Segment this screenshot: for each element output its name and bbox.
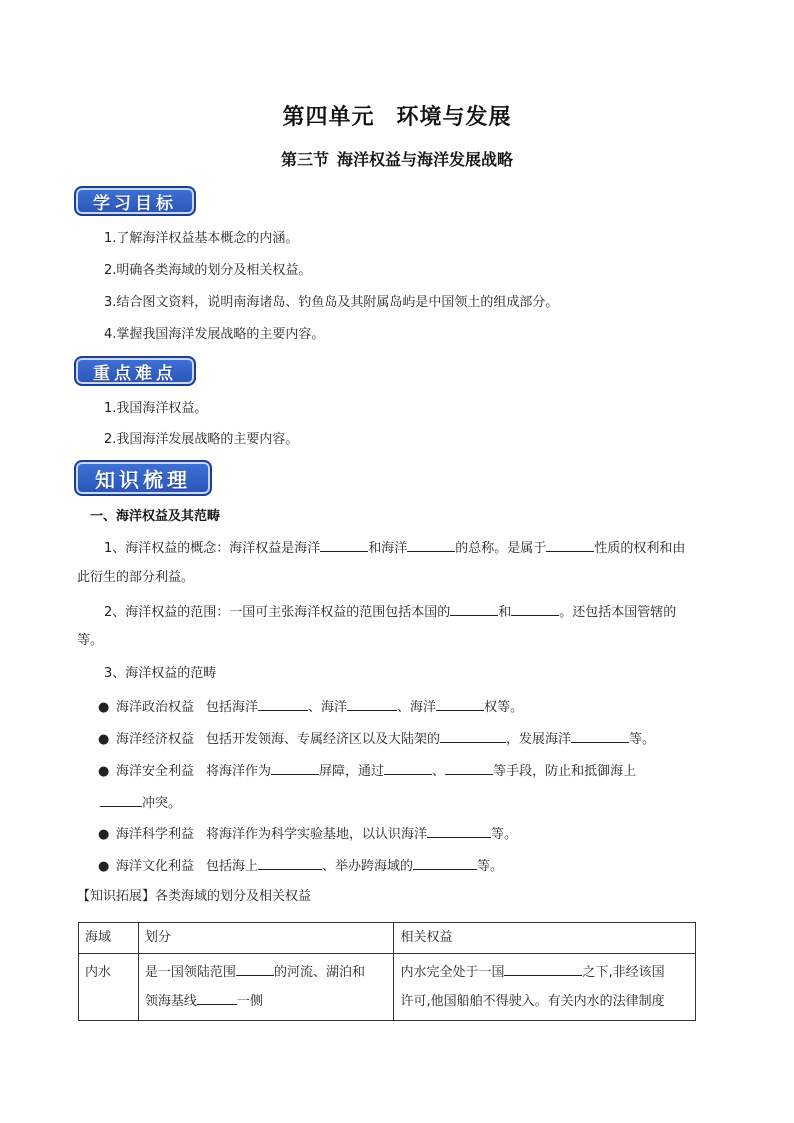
section-number: 第三节 (280, 150, 329, 169)
objectives-badge: 学习目标 (74, 186, 196, 216)
fill-blank[interactable] (546, 537, 594, 552)
table-header-row (79, 923, 696, 954)
fill-blank[interactable] (440, 728, 506, 743)
bullet-political: ● 海洋政治权益 包括海洋 、海洋 、海洋 权等。 (98, 696, 523, 718)
bullet-security: ● 海洋安全利益 将海洋作为 屏障，通过 、 等手段，防止和抵御海上 (98, 760, 636, 782)
page-title (0, 100, 794, 131)
bullet-icon: ● (98, 732, 110, 747)
section-heading: 一、海洋权益及其范畴 (90, 509, 221, 524)
rights-cell: 内水完全处于一国 之下,非经该国 许可,他国船舶不得驶入。有关内水的法律制度 (394, 954, 696, 1021)
bullet-security-line2: 冲突。 (100, 792, 181, 814)
bullet-culture: ● 海洋文化利益 包括海上 、举办跨海域的 等。 (98, 855, 503, 877)
fill-blank[interactable] (413, 855, 477, 870)
fill-blank[interactable] (347, 696, 397, 711)
scope-paragraph-line1: 2、海洋权益的范围：一国可主张海洋权益的范围包括本国的 和 。还包括本国管辖的 (104, 601, 676, 623)
scope-paragraph-line2: 等。 (77, 633, 104, 648)
fill-blank[interactable] (258, 696, 308, 711)
fill-blank[interactable] (197, 990, 237, 1005)
fill-blank[interactable] (100, 792, 142, 807)
table-header-cell: 相关权益 (394, 923, 696, 954)
fill-blank[interactable] (445, 760, 493, 775)
area-cell: 内水 (79, 954, 139, 1021)
page-subtitle (0, 147, 794, 170)
knowledge-badge: 知识梳理 (74, 460, 212, 496)
key-point-item: 1.我国海洋权益。 (104, 401, 208, 416)
bullet-economic: ● 海洋经济权益 包括开发领海、专属经济区以及大陆架的 ，发展海洋 等。 (98, 728, 655, 750)
bullet-icon: ● (98, 827, 110, 842)
bullet-science: ● 海洋科学利益 将海洋作为科学实验基地，以认识海洋 等。 (98, 823, 517, 845)
bullet-icon: ● (98, 700, 110, 715)
sea-area-table (78, 922, 696, 1021)
fill-blank[interactable] (511, 601, 559, 616)
unit-title: 第四单元 (282, 104, 375, 130)
fill-blank[interactable] (571, 728, 629, 743)
key-points-badge: 重点难点 (74, 356, 196, 386)
objective-item: 3.结合图文资料，说明南海诸岛、钓鱼岛及其附属岛屿是中国领土的组成部分。 (104, 295, 559, 310)
table-row (79, 954, 696, 1021)
concept-paragraph-line1: 1、海洋权益的概念：海洋权益是海洋 和海洋 的总称。是属于 性质的权利和由 (104, 537, 685, 559)
fill-blank[interactable] (258, 855, 322, 870)
key-point-item: 2.我国海洋发展战略的主要内容。 (104, 432, 299, 447)
bullet-icon: ● (98, 859, 110, 874)
fill-blank[interactable] (436, 696, 484, 711)
division-cell: 是一国领陆范围 的河流、湖泊和 领海基线 一侧 (138, 954, 394, 1021)
fill-blank[interactable] (271, 760, 319, 775)
extension-title: 【知识拓展】各类海域的划分及相关权益 (77, 889, 312, 904)
table-header-cell: 海域 (79, 923, 139, 954)
table-header-cell: 划分 (138, 923, 394, 954)
concept-paragraph-line2: 此衍生的部分利益。 (77, 570, 195, 585)
fill-blank[interactable] (504, 961, 582, 976)
fill-blank[interactable] (427, 823, 491, 838)
objective-item: 1.了解海洋权益基本概念的内涵。 (104, 231, 299, 246)
fill-blank[interactable] (407, 537, 455, 552)
fill-blank[interactable] (320, 537, 368, 552)
bullet-icon: ● (98, 764, 110, 779)
fill-blank[interactable] (384, 760, 432, 775)
category-heading: 3、海洋权益的范畴 (104, 666, 217, 681)
section-title: 海洋权益与海洋发展战略 (337, 150, 514, 169)
fill-blank[interactable] (450, 601, 498, 616)
objective-item: 2.明确各类海域的划分及相关权益。 (104, 263, 312, 278)
objective-item: 4.掌握我国海洋发展战略的主要内容。 (104, 327, 325, 342)
unit-theme: 环境与发展 (396, 104, 512, 130)
fill-blank[interactable] (236, 961, 274, 976)
